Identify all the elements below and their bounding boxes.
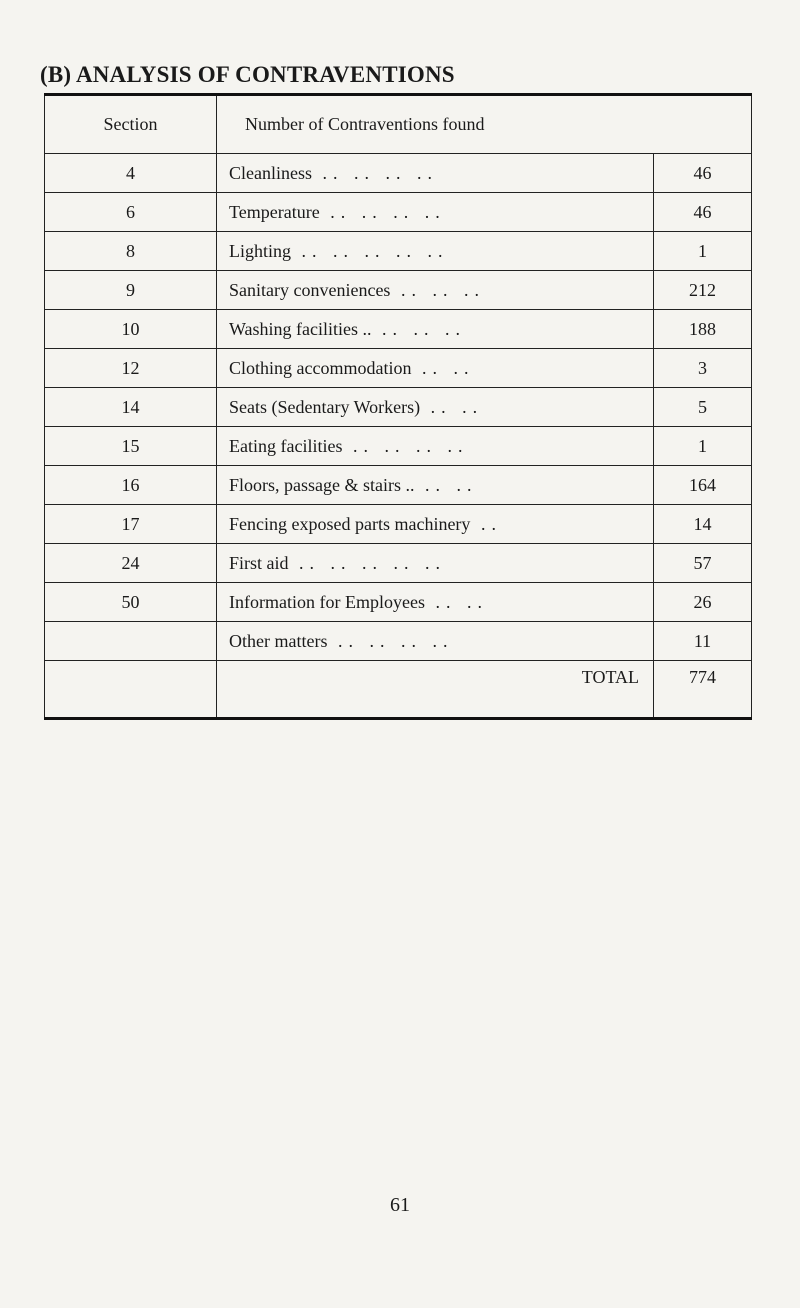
count-cell: 3 [654,349,752,388]
table-row [45,583,752,622]
item-label: Information for Employees [229,591,425,612]
item-label: Sanitary conveniences [229,279,391,300]
header-number-of-contraventions: Number of Contraventions found [217,95,654,154]
dot-leader: .. .. .. [371,318,467,339]
table-row [45,427,752,466]
table-header-row [45,95,752,154]
item-label: Seats (Sedentary Workers) [229,396,421,417]
count-cell: 57 [654,544,752,583]
item-label: Floors, passage & stairs .. [229,474,415,495]
dot-leader: .. .. [420,396,484,417]
dot-leader: .. .. .. .. [319,201,446,222]
table-row [45,232,752,271]
item-label: Fencing exposed parts machinery [229,513,471,534]
section-cell: 24 [45,544,217,583]
page-number: 61 [390,1194,410,1216]
dot-leader: .. .. .. .. [342,435,469,456]
section-cell: 15 [45,427,217,466]
section-cell: 8 [45,232,217,271]
item-cell [217,427,654,466]
item-label: First aid [229,552,289,573]
item-label: Cleanliness [229,162,312,183]
section-cell: 16 [45,466,217,505]
item-cell [217,583,654,622]
item-cell [217,466,654,505]
dot-leader: .. .. .. .. [312,162,438,183]
table-row [45,388,752,427]
dot-leader: .. .. .. .. [327,630,454,651]
count-cell: 11 [654,622,752,661]
total-count: 774 [654,661,752,719]
item-cell [217,349,654,388]
dot-leader: .. [470,513,502,534]
table-row [45,349,752,388]
item-cell [217,622,654,661]
header-count-blank [654,95,752,154]
count-cell: 46 [654,154,752,193]
item-label: Temperature [229,201,320,222]
dot-leader: .. .. [424,591,488,612]
item-cell [217,505,654,544]
item-cell [217,193,654,232]
item-label: Eating facilities [229,435,343,456]
total-section-blank [45,661,217,719]
table-row [45,154,752,193]
section-cell: 12 [45,349,217,388]
section-cell: 14 [45,388,217,427]
count-cell: 1 [654,232,752,271]
item-label: Clothing accommodation [229,357,412,378]
item-label: Washing facilities .. [229,318,372,339]
item-cell [217,271,654,310]
count-cell: 188 [654,310,752,349]
count-cell: 14 [654,505,752,544]
count-cell: 1 [654,427,752,466]
item-cell [217,544,654,583]
table-row [45,505,752,544]
dot-leader: .. .. .. .. .. [288,552,447,573]
item-cell [217,154,654,193]
count-cell: 212 [654,271,752,310]
table-row [45,466,752,505]
page-title: (B) ANALYSIS OF CONTRAVENTIONS [40,62,455,87]
item-cell [217,310,654,349]
section-cell: 50 [45,583,217,622]
item-label: Lighting [229,240,291,261]
dot-leader: .. .. [411,357,475,378]
item-cell [217,388,654,427]
count-cell: 26 [654,583,752,622]
section-cell: 6 [45,193,217,232]
total-row [45,661,752,719]
table-row [45,622,752,661]
table-row [45,310,752,349]
header-section: Section [45,95,217,154]
section-cell [45,622,217,661]
section-cell: 17 [45,505,217,544]
table-row [45,271,752,310]
section-cell: 4 [45,154,217,193]
section-cell: 10 [45,310,217,349]
count-cell: 46 [654,193,752,232]
count-cell: 5 [654,388,752,427]
dot-leader: .. .. .. [390,279,485,300]
count-cell: 164 [654,466,752,505]
section-cell: 9 [45,271,217,310]
table-row [45,544,752,583]
table-row [45,193,752,232]
total-label: TOTAL [217,661,654,719]
dot-leader: .. .. [414,474,478,495]
dot-leader: .. .. .. .. .. [291,240,449,261]
item-label: Other matters [229,630,328,651]
contraventions-table [44,93,752,720]
item-cell [217,232,654,271]
